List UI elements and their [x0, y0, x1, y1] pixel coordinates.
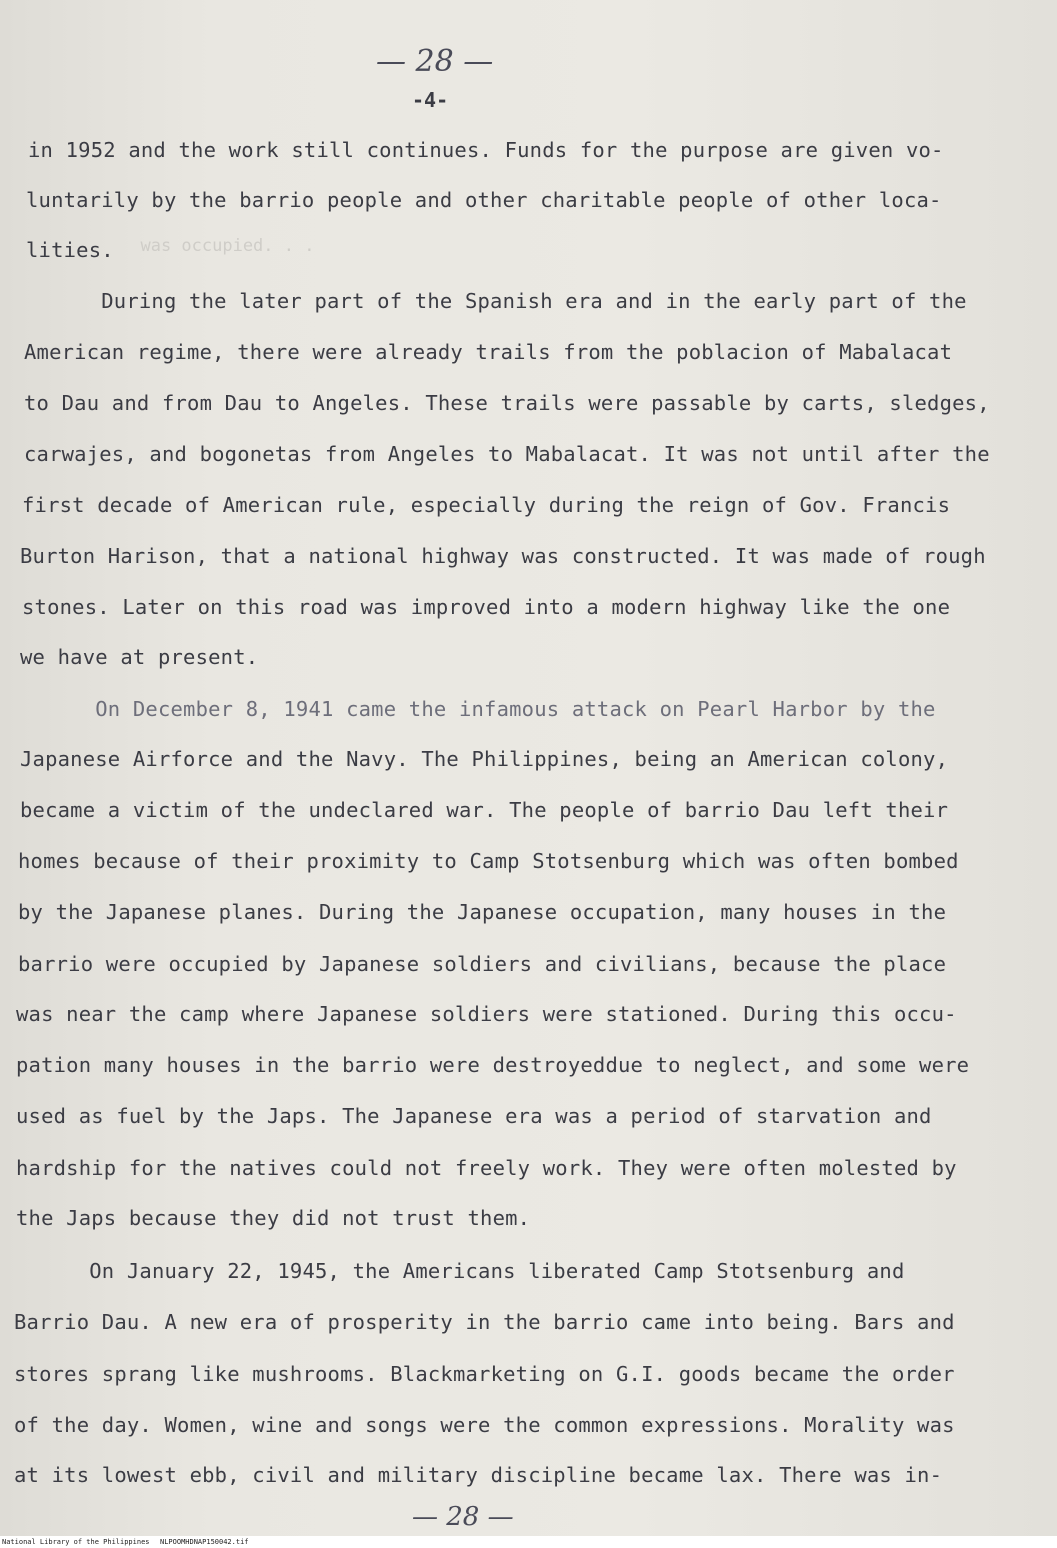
footer-handwritten-page-number: — 28 — [412, 1502, 514, 1532]
text-line: used as fuel by the Japs. The Japanese era was a period of starvation and [16, 1104, 932, 1128]
text-line: carwajes, and bogonetas from Angeles to Mabalacat. It was not until after the [24, 442, 990, 466]
text-line: stores sprang like mushrooms. Blackmarketing on G.I. goods became the order [14, 1362, 955, 1386]
text-line: luntarily by the barrio people and other charitable people of other loca- [26, 188, 942, 212]
scan-footer [0, 1536, 1057, 1548]
file-id: NLPOOMHDNAP150042.tif [160, 1538, 249, 1546]
typed-page-number: -4- [412, 88, 449, 112]
text-line: to Dau and from Dau to Angeles. These trails were passable by carts, sledges, [24, 391, 990, 415]
handwritten-page-number: — 28 — [376, 44, 494, 79]
text-line: Japanese Airforce and the Navy. The Philippines, being an American colony, [20, 747, 949, 771]
text-line: hardship for the natives could not freely work. They were often molested by [16, 1156, 957, 1180]
text-line: Barrio Dau. A new era of prosperity in the barrio came into being. Bars and [14, 1310, 955, 1334]
text-line: American regime, there were already trails from the poblacion of Mabalacat [24, 340, 953, 364]
library-name: National Library of the Philippines [2, 1538, 150, 1546]
text-line: stones. Later on this road was improved into a modern highway like the one [22, 595, 951, 619]
text-line: became a victim of the undeclared war. The people of barrio Dau left their [20, 798, 949, 822]
text-line: by the Japanese planes. During the Japanese occupation, many houses in the [18, 900, 947, 924]
text-line: first decade of American rule, especially during the reign of Gov. Francis [22, 493, 951, 517]
text-line: homes because of their proximity to Camp Stotsenburg which was often bombed [18, 849, 959, 873]
text-line: in 1952 and the work still continues. Funds for the purpose are given vo- [28, 138, 944, 162]
bleed-through: was occupied. . . [120, 236, 407, 256]
text-line: On January 22, 1945, the Americans liberated Camp Stotsenburg and [14, 1259, 905, 1283]
text-line: pation many houses in the barrio were destroyeddue to neglect, and some were [16, 1053, 970, 1077]
text-line: lities. [26, 238, 114, 262]
text-line: On December 8, 1941 came the infamous attack on Pearl Harbor by the [20, 697, 936, 721]
text-line: was near the camp where Japanese soldiers were stationed. During this occu- [16, 1002, 957, 1026]
text-line: the Japs because they did not trust them. [16, 1206, 531, 1230]
text-line: we have at present. [20, 645, 259, 669]
text-line: of the day. Women, wine and songs were the common expressions. Morality was [14, 1413, 955, 1437]
text-line: During the later part of the Spanish era and in the early part of the [26, 289, 967, 313]
text-line: barrio were occupied by Japanese soldiers and civilians, because the place [18, 952, 947, 976]
text-line: at its lowest ebb, civil and military discipline became lax. There was in- [14, 1463, 943, 1487]
text-line: Burton Harison, that a national highway was constructed. It was made of rough [20, 544, 986, 568]
